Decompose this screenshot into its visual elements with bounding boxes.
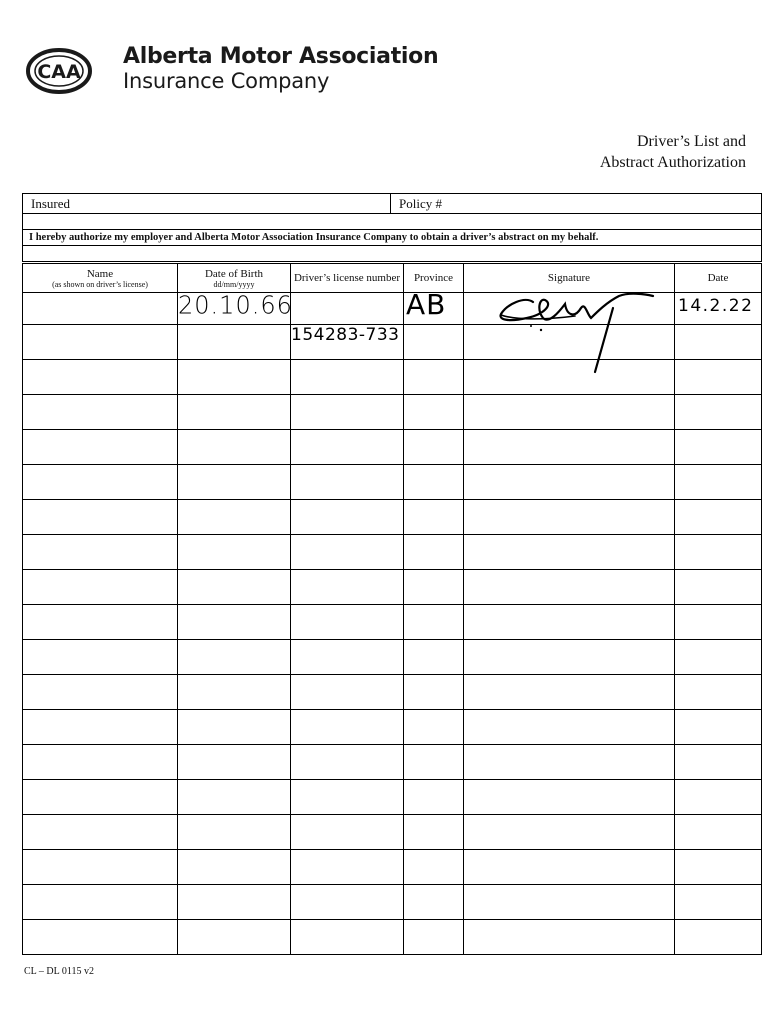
name-cell[interactable]	[23, 640, 178, 675]
name-cell[interactable]	[23, 465, 178, 500]
license-cell[interactable]	[291, 570, 404, 605]
name-cell[interactable]	[23, 850, 178, 885]
province-cell[interactable]	[404, 570, 464, 605]
license-cell[interactable]	[291, 395, 404, 430]
name-cell[interactable]	[23, 605, 178, 640]
dob-cell[interactable]	[178, 500, 291, 535]
table-row	[23, 395, 762, 430]
table-row	[23, 780, 762, 815]
signature-cell[interactable]	[464, 710, 675, 745]
signature-cell[interactable]	[464, 465, 675, 500]
name-cell[interactable]	[23, 325, 178, 360]
signature-cell[interactable]	[464, 885, 675, 920]
province-cell[interactable]	[404, 430, 464, 465]
license-cell[interactable]	[291, 920, 404, 955]
date-cell[interactable]	[675, 395, 762, 430]
caa-logo-icon	[26, 47, 94, 95]
table-row	[23, 500, 762, 535]
date-cell[interactable]	[675, 430, 762, 465]
insured-form	[22, 193, 762, 262]
table-row	[23, 745, 762, 780]
table-row	[23, 850, 762, 885]
dob-cell[interactable]	[178, 395, 291, 430]
province-cell[interactable]	[404, 815, 464, 850]
dob-cell[interactable]	[178, 780, 291, 815]
province-cell[interactable]	[404, 745, 464, 780]
province-cell[interactable]	[404, 780, 464, 815]
handwritten-license-number: 154283-733	[291, 325, 400, 345]
dob-cell[interactable]	[178, 675, 291, 710]
col-province-header: Province	[404, 264, 464, 293]
signature-cell[interactable]	[464, 850, 675, 885]
name-cell[interactable]	[23, 745, 178, 780]
date-cell[interactable]	[675, 570, 762, 605]
name-cell[interactable]	[23, 395, 178, 430]
date-cell[interactable]	[675, 780, 762, 815]
signature-cell[interactable]	[464, 570, 675, 605]
date-cell[interactable]	[675, 675, 762, 710]
table-row	[23, 675, 762, 710]
dob-cell[interactable]	[178, 325, 291, 360]
logo-badge-text: CAA	[37, 61, 81, 83]
authorization-statement: I hereby authorize my employer and Alberta Motor Association Insurance Company to obtain a driver’s abstract on my behalf.	[23, 230, 762, 246]
province-cell[interactable]	[404, 885, 464, 920]
col-date-header: Date	[675, 264, 762, 293]
signature-cell[interactable]	[464, 745, 675, 780]
signature-cell[interactable]	[464, 395, 675, 430]
table-row	[23, 920, 762, 955]
dob-cell[interactable]	[178, 745, 291, 780]
name-cell[interactable]	[23, 360, 178, 395]
license-cell[interactable]	[291, 675, 404, 710]
name-cell[interactable]	[23, 780, 178, 815]
handwritten-dob: 20.10.66	[178, 290, 293, 320]
signature-cell[interactable]	[464, 430, 675, 465]
license-cell[interactable]	[291, 465, 404, 500]
province-cell[interactable]	[404, 465, 464, 500]
signature-cell[interactable]	[464, 920, 675, 955]
col-dob-label: Date of Birth	[204, 267, 264, 280]
signature-cell[interactable]	[464, 535, 675, 570]
title-line2: Abstract Authorization	[599, 154, 746, 171]
policy-label: Policy #	[399, 195, 442, 211]
province-cell[interactable]	[404, 605, 464, 640]
license-cell[interactable]	[291, 430, 404, 465]
insured-label: Insured	[31, 195, 70, 211]
dob-cell[interactable]	[178, 430, 291, 465]
col-dob-header	[178, 264, 291, 293]
dob-cell[interactable]	[178, 465, 291, 500]
date-cell[interactable]	[675, 325, 762, 360]
table-row	[23, 640, 762, 675]
date-cell[interactable]	[675, 293, 762, 325]
table-row	[23, 430, 762, 465]
license-cell[interactable]	[291, 885, 404, 920]
date-cell[interactable]	[675, 885, 762, 920]
logo-line2: Insurance Company	[123, 69, 330, 93]
dob-cell[interactable]	[178, 815, 291, 850]
province-cell[interactable]	[404, 535, 464, 570]
province-cell[interactable]	[404, 710, 464, 745]
license-cell[interactable]	[291, 745, 404, 780]
name-cell[interactable]	[23, 570, 178, 605]
province-cell[interactable]	[404, 360, 464, 395]
license-cell[interactable]	[291, 360, 404, 395]
table-row	[23, 465, 762, 500]
page-title	[600, 131, 746, 173]
dob-cell[interactable]	[178, 360, 291, 395]
logo-line1: Alberta Motor Association	[123, 44, 439, 69]
col-dob-sublabel: dd/mm/yyyy	[213, 279, 255, 289]
signature-cell[interactable]	[464, 815, 675, 850]
signature-cell[interactable]	[464, 605, 675, 640]
license-cell[interactable]	[291, 850, 404, 885]
dob-cell[interactable]	[178, 885, 291, 920]
date-cell[interactable]	[675, 850, 762, 885]
table-row	[23, 535, 762, 570]
province-cell[interactable]	[404, 640, 464, 675]
dob-cell[interactable]	[178, 640, 291, 675]
province-cell[interactable]	[404, 675, 464, 710]
col-name-sublabel: (as shown on driver’s license)	[52, 279, 148, 289]
col-license-header: Driver’s license number	[291, 264, 404, 293]
handwritten-signature	[495, 290, 665, 375]
license-cell[interactable]	[291, 710, 404, 745]
province-cell[interactable]	[404, 850, 464, 885]
spacer-row	[23, 214, 762, 230]
license-cell[interactable]	[291, 605, 404, 640]
form-code: CL – DL 0115 v2	[24, 966, 94, 977]
license-cell[interactable]	[291, 293, 404, 325]
table-row	[23, 885, 762, 920]
table-row	[23, 710, 762, 745]
date-cell[interactable]	[675, 360, 762, 395]
policy-field[interactable]	[391, 194, 762, 214]
signature-cell[interactable]	[464, 780, 675, 815]
dob-cell[interactable]	[178, 570, 291, 605]
date-cell[interactable]	[675, 815, 762, 850]
name-cell[interactable]	[23, 885, 178, 920]
empty-rows	[23, 360, 762, 955]
license-cell[interactable]	[291, 780, 404, 815]
name-cell[interactable]	[23, 500, 178, 535]
date-cell[interactable]	[675, 535, 762, 570]
dob-cell[interactable]	[178, 920, 291, 955]
spacer-row	[23, 246, 762, 262]
handwritten-date: 14.2.22	[678, 296, 754, 316]
table-row	[23, 605, 762, 640]
province-cell[interactable]	[404, 288, 464, 325]
dob-cell[interactable]	[178, 850, 291, 885]
date-cell[interactable]	[675, 500, 762, 535]
name-cell[interactable]	[23, 535, 178, 570]
title-line1: Driver’s List and	[636, 133, 746, 150]
license-cell[interactable]	[291, 640, 404, 675]
name-cell[interactable]	[23, 710, 178, 745]
name-cell[interactable]	[23, 430, 178, 465]
table-row	[23, 815, 762, 850]
dob-cell[interactable]	[178, 710, 291, 745]
table-row	[23, 570, 762, 605]
date-cell[interactable]	[675, 465, 762, 500]
col-name-header	[23, 264, 178, 293]
province-cell[interactable]	[404, 395, 464, 430]
dob-cell[interactable]	[178, 290, 293, 325]
dob-cell[interactable]	[178, 535, 291, 570]
col-name-label: Name	[86, 267, 114, 280]
province-cell[interactable]	[404, 500, 464, 535]
signature-cell[interactable]	[464, 500, 675, 535]
name-cell[interactable]	[23, 920, 178, 955]
province-cell[interactable]	[404, 325, 464, 360]
insured-field[interactable]	[23, 194, 391, 214]
signature-cell[interactable]	[464, 640, 675, 675]
name-cell[interactable]	[23, 675, 178, 710]
company-logo	[26, 44, 439, 100]
signature-cell[interactable]	[464, 675, 675, 710]
date-cell[interactable]	[675, 640, 762, 675]
handwritten-province: AB	[406, 288, 447, 321]
date-cell[interactable]	[675, 710, 762, 745]
table-header-row	[23, 264, 762, 293]
dob-cell[interactable]	[178, 605, 291, 640]
name-cell[interactable]	[23, 815, 178, 850]
license-cell[interactable]	[291, 535, 404, 570]
date-cell[interactable]	[675, 745, 762, 780]
date-cell[interactable]	[675, 605, 762, 640]
name-cell[interactable]	[23, 293, 178, 325]
license-cell[interactable]	[291, 325, 404, 360]
col-signature-header: Signature	[464, 264, 675, 293]
province-cell[interactable]	[404, 920, 464, 955]
license-cell[interactable]	[291, 500, 404, 535]
date-cell[interactable]	[675, 920, 762, 955]
license-cell[interactable]	[291, 815, 404, 850]
